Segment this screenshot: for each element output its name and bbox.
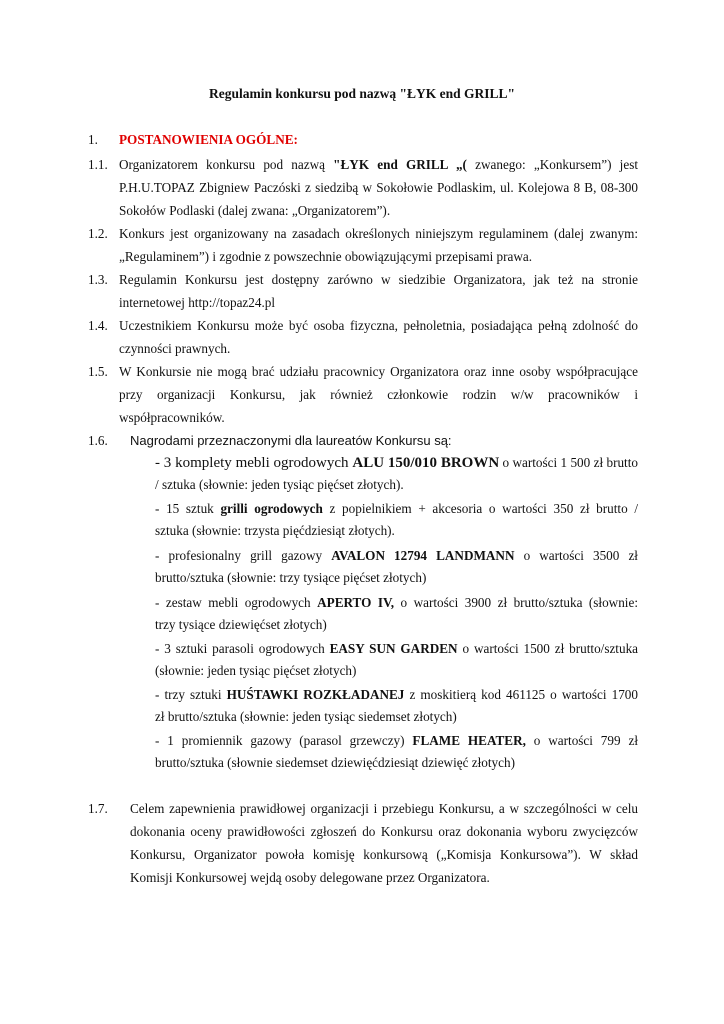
paragraph-line: Organizatorem konkursu pod nazwą "ŁYK end GRILL „( zwanego: „Konkursem”) jest [119,157,638,172]
paragraph-number-1-3: 1.3. [88,272,108,287]
paragraph-number-1-1: 1.1. [88,157,108,172]
paragraph-line: Komisji Konkursowej wejdą osoby delegowane przez Organizatora. [130,870,490,885]
paragraph-number-1-5: 1.5. [88,364,108,379]
prize-line: zł brutto/sztuka (słownie: jeden tysiąc siedemset złotych) [155,709,457,724]
paragraph-line: współpracowników. [119,410,225,425]
paragraph-number-1-2: 1.2. [88,226,108,241]
document-title: Regulamin konkursu pod nazwą "ŁYK end GRILL" [208,86,516,101]
prize-line: trzy tysiące dziewięćset złotych) [155,617,327,632]
prize-line: brutto/sztuka (słownie siedemset dziewięćdziesiąt dziewięć złotych) [155,755,515,770]
paragraph-1-2 [119,222,638,268]
prize-line: sztuka (słownie: trzysta pięćdziesiąt złotych). [155,523,395,538]
paragraph-line: Regulamin Konkursu jest dostępny zarówno w siedzibie Organizatora, jak też na stronie [119,272,638,287]
prize-line: - trzy sztuki HUŚTAWKI ROZKŁADANEJ z moskitierą kod 461125 o wartości 1700 [155,687,638,702]
paragraph-1-5 [119,360,638,429]
paragraph-line: „Regulaminem”) i zgodnie z powszechnie obowiązującymi przepisami prawa. [119,249,533,264]
paragraph-1-1 [119,153,638,222]
paragraph-line: Konkursu, Organizator powoła komisję konkursową („Komisja Konkursowa”). W skład [130,847,638,862]
paragraph-1-3 [119,268,638,314]
prize-item-1 [155,452,638,496]
prize-item-2 [155,498,638,542]
prizes-intro: Nagrodami przeznaczonymi dla laureatów Konkursu są: [130,433,452,448]
paragraph-line: czynności prawnych. [119,341,231,356]
paragraph-line: dokonania oceny prawidłowości zgłoszeń do Konkursu oraz dokonania wyboru zwycięzców [130,824,638,839]
prize-item-5 [155,638,638,682]
prize-line: (słownie: jeden tysiąc pięćset złotych) [155,663,357,678]
paragraph-number-1-7: 1.7. [88,801,108,816]
paragraph-1-7 [130,797,638,889]
paragraph-line: Celem zapewnienia prawidłowej organizacji i przebiegu Konkursu, a w szczególności w celu [130,801,638,816]
paragraph-line: W Konkursie nie mogą brać udziału pracownicy Organizatora oraz inne osoby współpracujące [119,364,638,379]
paragraph-line: P.H.U.TOPAZ Zbigniew Paczóski z siedzibą w Sokołowie Podlaskim, ul. Kolejowa 8 B, 08-300 [119,180,638,195]
section-heading: POSTANOWIENIA OGÓLNE: [119,132,298,147]
prize-line: - zestaw mebli ogrodowych APERTO IV, o wartości 3900 zł brutto/sztuka (słownie: [155,595,638,610]
paragraph-1-4 [119,314,638,360]
prize-line: - profesionalny grill gazowy AVALON 12794 LANDMANN o wartości 3500 zł [155,548,638,563]
paragraph-line: Konkurs jest organizowany na zasadach określonych niniejszym regulaminem (dalej zwanym: [119,226,638,241]
prize-item-4 [155,592,638,636]
paragraph-number-1-4: 1.4. [88,318,108,333]
section-number: 1. [88,132,98,147]
paragraph-line: internetowej http://topaz24.pl [119,295,276,310]
prize-line: - 15 sztuk grilli ogrodowych z popielnikiem + akcesoria o wartości 350 zł brutto / [155,501,638,516]
prize-line: / sztuka (słownie: jeden tysiąc pięćset złotych). [155,477,404,492]
prize-item-3 [155,545,638,589]
prize-line: - 3 sztuki parasoli ogrodowych EASY SUN GARDEN o wartości 1500 zł brutto/sztuka [155,641,639,656]
paragraph-line: przy organizacji Konkursu, jak również członkowie rodzin w/w pracowników i [119,387,638,402]
prize-item-7 [155,730,638,774]
prize-item-6 [155,684,638,728]
prize-line: - 3 komplety mebli ogrodowych ALU 150/010 BROWN o wartości 1 500 zł brutto [155,455,638,471]
prize-line: - 1 promiennik gazowy (parasol grzewczy) FLAME HEATER, o wartości 799 zł [155,733,638,748]
paragraph-number-1-6: 1.6. [88,433,108,448]
prize-line: brutto/sztuka (słownie: trzy tysiące pięćset złotych) [155,570,427,585]
paragraph-line: Sokołów Podlaski (dalej zwana: „Organizatorem”). [119,203,391,218]
paragraph-line: Uczestnikiem Konkursu może być osoba fizyczna, pełnoletnia, posiadająca pełną zdolność do [119,318,638,333]
